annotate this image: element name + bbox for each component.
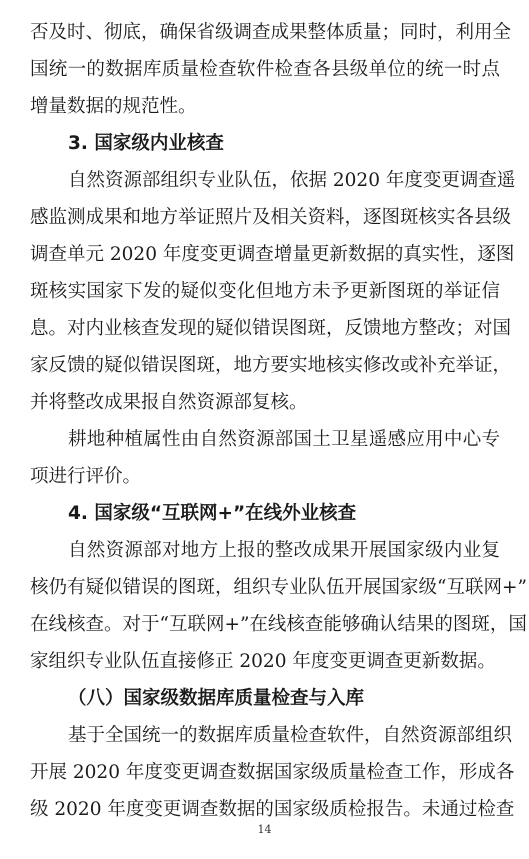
text-line: 在线核查。对于“互联网+”在线核查能够确认结果的图斑，国 — [30, 614, 527, 635]
text-line: 自然资源部对地方上报的整改成果开展国家级内业复 — [68, 540, 500, 561]
text-line: 项进行评价。 — [30, 466, 142, 487]
page-number: 14 — [257, 823, 272, 836]
text-line: 自然资源部组织专业队伍，依据 2020 年度变更调查遥 — [68, 170, 516, 191]
text-line: 调查单元 2020 年度变更调查增量更新数据的真实性，逐图 — [30, 244, 515, 265]
text-line: 国统一的数据库质量检查软件检查各县级单位的统一时点 — [30, 59, 500, 80]
section-heading: 3. 国家级内业核查 — [68, 133, 224, 154]
text-line: 息。对内业核查发现的疑似错误图斑，反馈地方整改；对国 — [30, 318, 512, 339]
section-heading: 4. 国家级“互联网+”在线外业核查 — [68, 503, 357, 524]
text-line: 基于全国统一的数据库质量检查软件，自然资源部组织 — [68, 725, 513, 746]
text-line: 核仍有疑似错误的图斑，组织专业队伍开展国家级“互联网+” — [30, 577, 527, 598]
text-line: 感监测成果和地方举证照片及相关资料，逐图斑核实各县级 — [30, 207, 512, 228]
text-line: 开展 2020 年度变更调查数据国家级质量检查工作，形成各 — [30, 762, 515, 783]
text-line: 耕地种植属性由自然资源部国土卫星遥感应用中心专 — [68, 429, 500, 450]
subsection-heading: （八）国家级数据库质量检查与入库 — [68, 688, 365, 709]
text-line: 家反馈的疑似错误图斑，地方要实地核实修改或补充举证， — [30, 355, 512, 376]
text-line: 并将整改成果报自然资源部复核。 — [30, 392, 308, 413]
text-line: 否及时、彻底，确保省级调查成果整体质量；同时，利用全 — [30, 22, 512, 43]
text-line: 家组织专业队伍直接修正 2020 年度变更调查更新数据。 — [30, 651, 496, 672]
text-line: 级 2020 年度变更调查数据的国家级质检报告。未通过检查 — [30, 799, 515, 820]
text-line: 斑核实国家下发的疑似变化但地方未予更新图斑的举证信 — [30, 281, 500, 302]
text-line: 增量数据的规范性。 — [30, 96, 197, 117]
